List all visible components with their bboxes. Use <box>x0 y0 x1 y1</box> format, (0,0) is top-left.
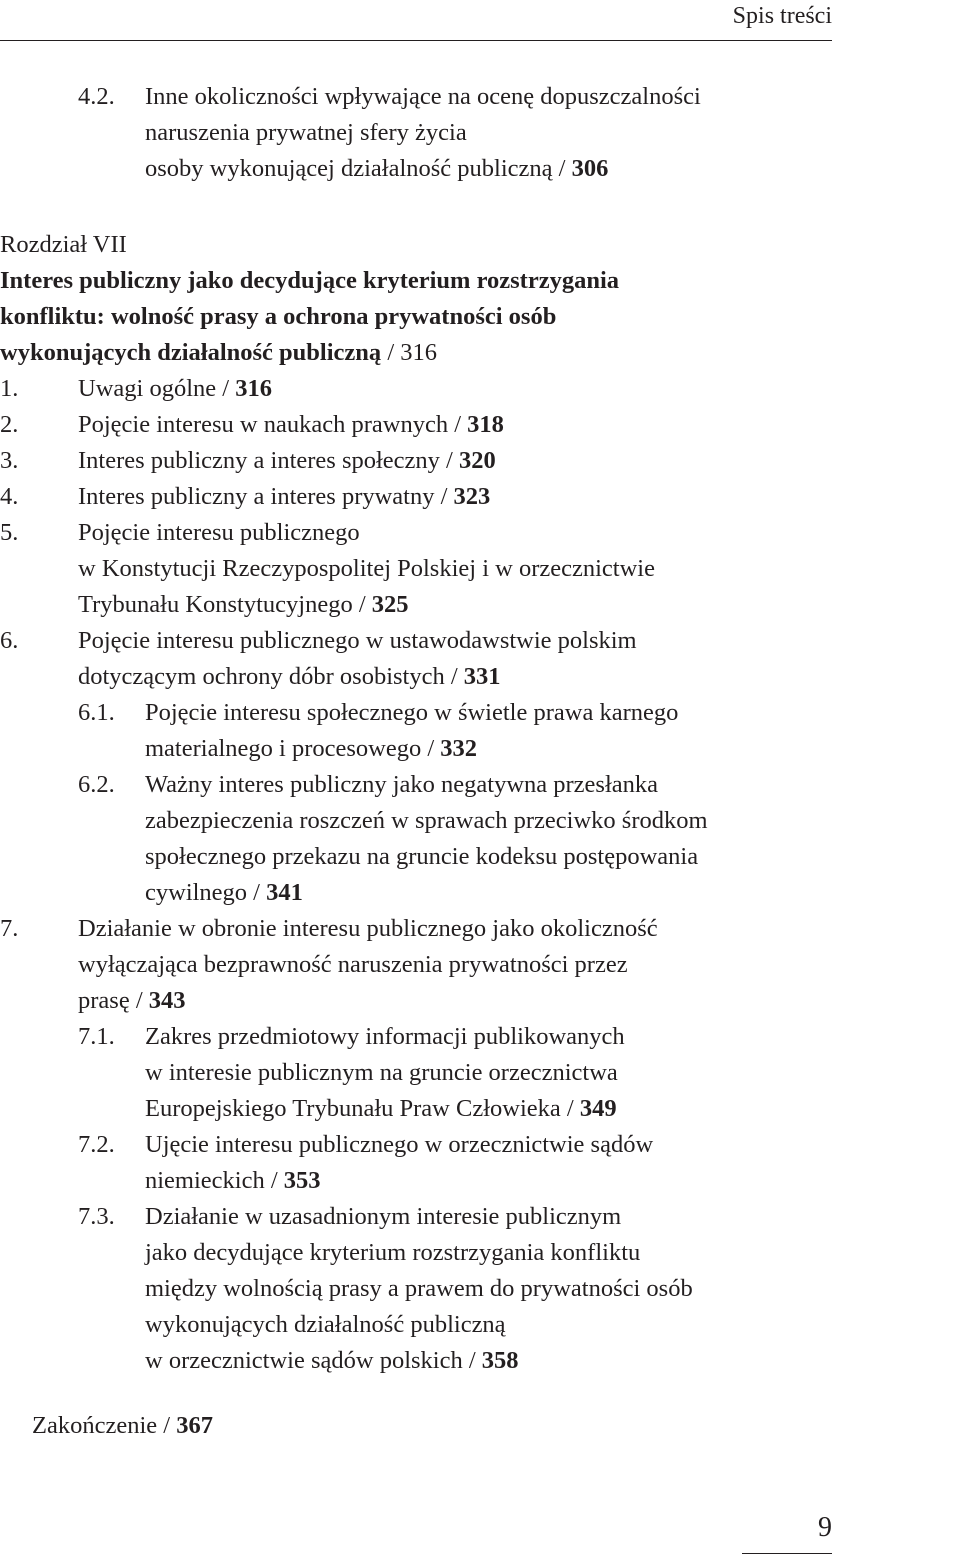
toc-entry-4-2[interactable] <box>0 79 900 187</box>
toc-entry[interactable] <box>0 911 900 1019</box>
toc-entry-line: Uwagi ogólne / 316 <box>78 375 272 402</box>
toc-entry-line: Interes publiczny a interes prywatny / 323 <box>78 483 491 510</box>
toc-entry-number: 1. <box>0 375 19 402</box>
toc-page-number: 331 <box>463 663 501 690</box>
toc-entry-number: 2. <box>0 411 19 438</box>
toc-entry-number: 7.1. <box>78 1023 115 1050</box>
toc-entry-line: zabezpieczenia roszczeń w sprawach przeciwko środkom <box>145 807 708 834</box>
toc-page-number: 343 <box>148 987 186 1014</box>
toc-page-number: 332 <box>440 735 478 762</box>
toc-entry-number: 4.2. <box>78 83 115 110</box>
toc-entry-line: Działanie w uzasadnionym interesie publicznym <box>145 1203 622 1230</box>
toc-entry-line: prasę / 343 <box>78 987 186 1014</box>
toc-entry-line: Pojęcie interesu w naukach prawnych / 318 <box>78 411 504 438</box>
toc-entry-line: wykonujących działalność publiczną <box>145 1311 506 1338</box>
toc-page-number: 320 <box>458 447 496 474</box>
toc-page-number: 358 <box>481 1347 519 1374</box>
toc-page-number: 306 <box>571 155 609 182</box>
toc-entry[interactable] <box>0 515 900 623</box>
toc-entry-line: między wolnością prasy a prawem do prywatności osób <box>145 1275 693 1302</box>
toc-page-number: 318 <box>467 411 504 438</box>
conclusion-label: Zakończenie / <box>32 1412 177 1439</box>
toc-entry-number: 6.2. <box>78 771 115 798</box>
toc-entry-line: jako decydujące kryterium rozstrzygania konfliktu <box>145 1239 641 1266</box>
toc-entry-line: w orzecznictwie sądów polskich / 358 <box>145 1347 519 1374</box>
toc-entry-number: 3. <box>0 447 19 474</box>
toc-page-number: 323 <box>453 483 491 510</box>
toc-entry[interactable] <box>0 623 900 695</box>
footer-rule <box>742 1553 832 1554</box>
chapter-label: Rozdział VII <box>0 231 127 258</box>
toc-entries <box>0 371 900 1379</box>
toc-entry-line: wyłączająca bezprawność naruszenia prywatności przez <box>78 951 628 978</box>
chapter-title-line: konfliktu: wolność prasy a ochrona prywatności osób <box>0 303 557 330</box>
toc-entry-number: 7.3. <box>78 1203 115 1230</box>
toc-entry-line: Trybunału Konstytucyjnego / 325 <box>78 591 409 618</box>
toc-entry-line: cywilnego / 341 <box>145 879 303 906</box>
toc-entry[interactable] <box>0 695 900 767</box>
toc-entry[interactable] <box>0 767 900 911</box>
toc-entry-line: Inne okoliczności wpływające na ocenę dopuszczalności <box>145 83 701 110</box>
toc-page-number: 367 <box>176 1412 213 1439</box>
table-of-contents <box>0 79 900 1379</box>
toc-entry-line: Ważny interes publiczny jako negatywna przesłanka <box>145 771 659 798</box>
toc-entry-number: 7. <box>0 915 19 942</box>
chapter-title-line-last: wykonujących działalność publiczną / 316 <box>0 339 437 366</box>
toc-entry[interactable] <box>0 1019 900 1127</box>
toc-entry[interactable] <box>0 443 900 479</box>
toc-entry-line: Pojęcie interesu publicznego <box>78 519 360 546</box>
toc-entry-line: Zakres przedmiotowy informacji publikowanych <box>145 1023 625 1050</box>
toc-entry[interactable] <box>0 1199 900 1379</box>
toc-page-number: 341 <box>266 879 303 906</box>
page-number: 9 <box>818 1512 832 1543</box>
toc-entry-line: społecznego przekazu na gruncie kodeksu postępowania <box>145 843 699 870</box>
toc-entry-line: Ujęcie interesu publicznego w orzecznictwie sądów <box>145 1131 654 1158</box>
toc-entry-line: w interesie publicznym na gruncie orzecznictwa <box>145 1059 618 1086</box>
running-header <box>0 0 832 41</box>
toc-entry-line: Pojęcie interesu publicznego w ustawodawstwie polskim <box>78 627 637 654</box>
toc-page-number: 316 <box>235 375 272 402</box>
chapter-heading[interactable] <box>0 227 900 371</box>
toc-entry[interactable] <box>0 1127 900 1199</box>
toc-entry-number: 7.2. <box>78 1131 115 1158</box>
toc-entry-line: Europejskiego Trybunału Praw Człowieka / 349 <box>145 1095 617 1122</box>
toc-page-number: 353 <box>283 1167 321 1194</box>
toc-entry-line-last: osoby wykonującej działalność publiczną / 306 <box>145 155 609 182</box>
header-title: Spis treści <box>732 3 832 29</box>
toc-entry-line: Interes publiczny a interes społeczny / 320 <box>78 447 496 474</box>
toc-entry-line: materialnego i procesowego / 332 <box>145 735 478 762</box>
chapter-title-line: Interes publiczny jako decydujące kryterium rozstrzygania <box>0 267 620 294</box>
toc-entry-number: 5. <box>0 519 19 546</box>
toc-entry-line: dotyczącym ochrony dóbr osobistych / 331 <box>78 663 501 690</box>
toc-entry-line: Pojęcie interesu społecznego w świetle prawa karnego <box>145 699 679 726</box>
toc-page-number: 349 <box>579 1095 617 1122</box>
toc-entry[interactable] <box>0 479 900 515</box>
toc-entry[interactable] <box>0 407 900 443</box>
toc-entry-line: niemieckich / 353 <box>145 1167 321 1194</box>
toc-entry-number: 4. <box>0 483 19 510</box>
toc-entry-line: w Konstytucji Rzeczypospolitej Polskiej i w orzecznictwie <box>78 555 655 582</box>
toc-page-number: 325 <box>371 591 409 618</box>
toc-entry[interactable] <box>0 371 900 407</box>
toc-entry-number: 6.1. <box>78 699 115 726</box>
toc-entry-number: 6. <box>0 627 19 654</box>
toc-entry-conclusion[interactable] <box>32 1408 213 1444</box>
toc-entry-line: naruszenia prywatnej sfery życia <box>145 119 467 146</box>
toc-page-number: 316 <box>400 339 437 366</box>
toc-entry-line: Działanie w obronie interesu publicznego jako okoliczność <box>78 915 658 942</box>
